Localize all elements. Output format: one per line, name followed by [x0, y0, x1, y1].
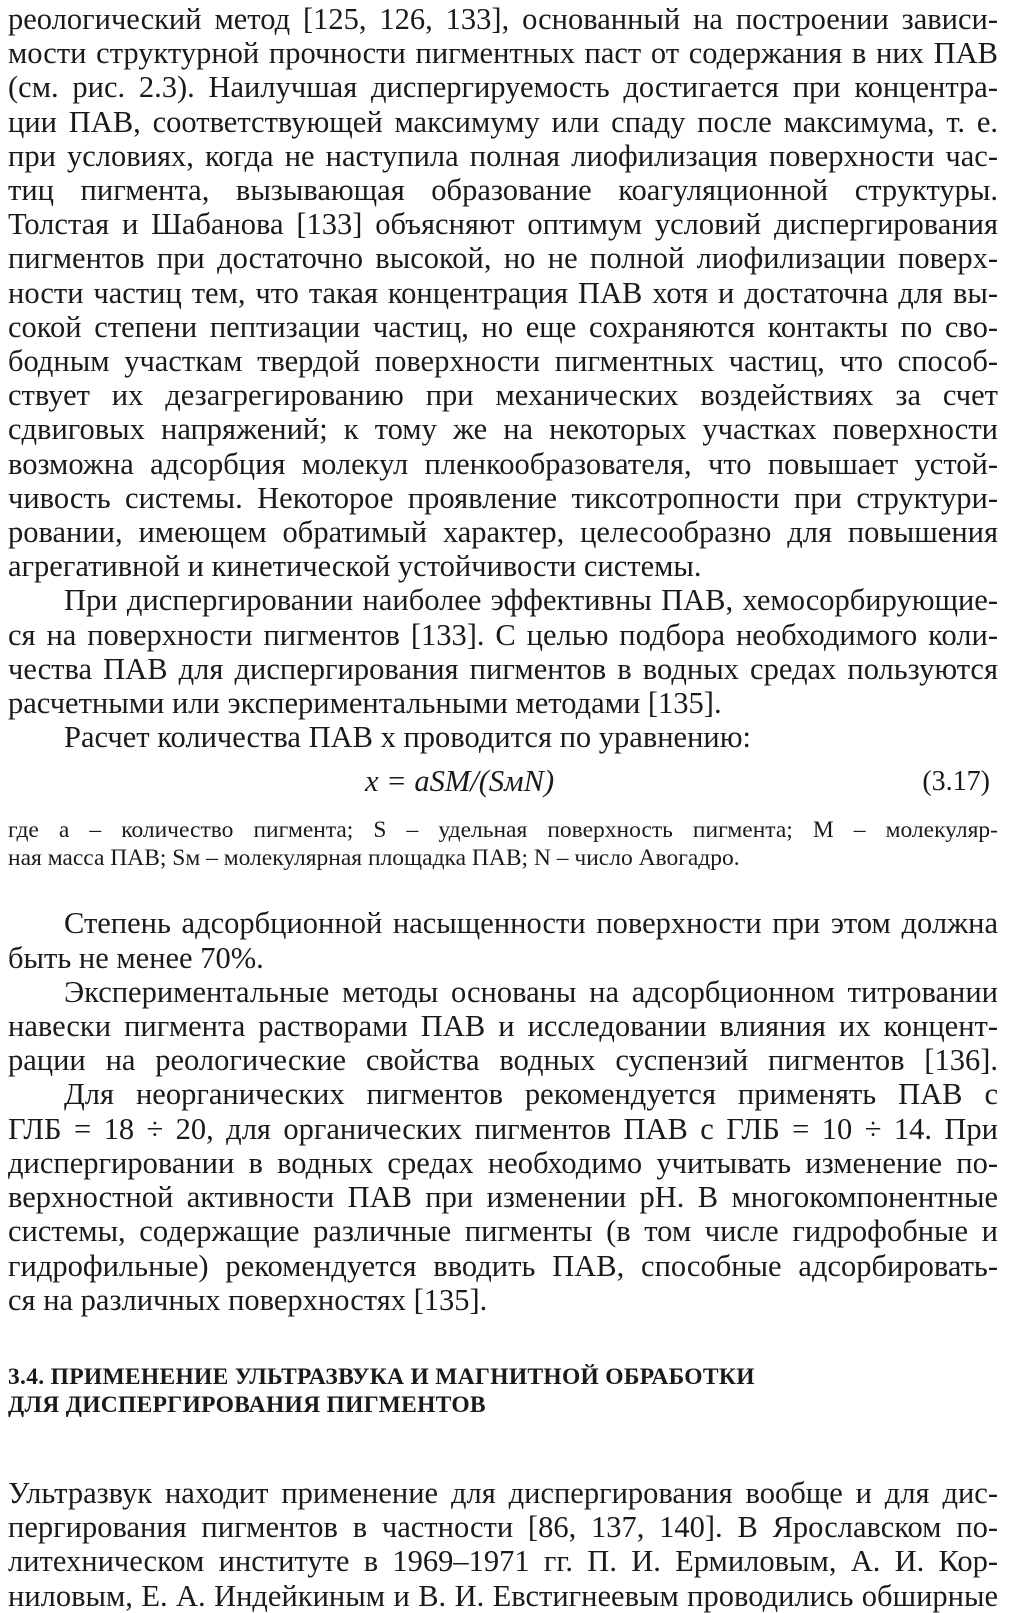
- equation-notes: [8, 816, 998, 872]
- text-line: сдвиговых напряжений; к тому же на некоторых участках поверхности: [8, 412, 998, 447]
- text-line: пергирования пигментов в частности [86, 137, 140]. В Ярославском по-: [8, 1510, 998, 1545]
- text-line: сокой степени пептизации частиц, но еще сохраняются контакты по сво-: [8, 309, 998, 344]
- text-line: бодным участкам твердой поверхности пигментных частиц, что способ-: [8, 344, 998, 379]
- paragraph-1: [8, 2, 998, 583]
- text-line: ся на поверхности пигментов [133]. С целью подбора необходимого коли-: [8, 617, 998, 652]
- text-line: гидрофильные) рекомендуется вводить ПАВ, способные адсорбировать-: [8, 1248, 998, 1283]
- paragraph-5: [8, 975, 998, 1078]
- heading-line: 3.4. ПРИМЕНЕНИЕ УЛЬТРАЗВУКА И МАГНИТНОЙ ОБРАБОТКИ: [8, 1363, 755, 1390]
- text-line: Толстая и Шабанова [133] объясняют оптимум условий диспергирования: [8, 207, 998, 242]
- paragraph-6: [8, 1077, 998, 1316]
- text-line: ции ПАВ, соответствующей максимуму или спаду после максимума, т. е.: [8, 104, 998, 139]
- text-line: ниловым, Е. А. Индейкиным и В. И. Евстигнеевым проводились обширные: [8, 1578, 998, 1613]
- text-line: чества ПАВ для диспергирования пигментов в водных средах пользуются: [8, 651, 998, 686]
- text-line: агрегативной и кинетической устойчивости системы.: [8, 549, 702, 584]
- text-line: ности частиц тем, что такая концентрация ПАВ хотя и достаточна для вы-: [8, 275, 998, 310]
- text-line: реологический метод [125, 126, 133], основанный на построении зависи-: [8, 2, 998, 36]
- text-line: ся на различных поверхностях [135].: [8, 1282, 488, 1317]
- equation-block: [8, 764, 998, 810]
- document-page: [8, 2, 998, 1613]
- text-line: При диспергировании наиболее эффективны ПАВ, хемосорбирующие-: [64, 583, 998, 618]
- text-line: Ультразвук находит применение для диспергирования вообще и для дис-: [8, 1475, 998, 1510]
- text-line: рации на реологические свойства водных суспензий пигментов [136].: [8, 1043, 998, 1078]
- text-line: тиц пигмента, вызывающая образование коагуляционной структуры.: [8, 173, 998, 208]
- text-line: быть не менее 70%.: [8, 940, 264, 975]
- text-line: возможна адсорбция молекул пленкообразователя, что повышает устой-: [8, 446, 998, 481]
- text-line: ровании, имеющем обратимый характер, целесообразно для повышения: [8, 515, 998, 550]
- paragraph-7: [8, 1476, 998, 1613]
- equation: x = aSM/(SмN): [365, 764, 555, 799]
- text-line: Для неорганических пигментов рекомендуется применять ПАВ с: [64, 1077, 998, 1112]
- text-line: системы, содержащие различные пигменты (в том числе гидрофобные и: [8, 1214, 998, 1249]
- text-line: при условиях, когда не наступила полная лиофилизация поверхности час-: [8, 138, 998, 173]
- text-line: мости структурной прочности пигментных паст от содержания в них ПАВ: [8, 36, 998, 71]
- text-line: верхностной активности ПАВ при изменении рН. В многокомпонентные: [8, 1180, 998, 1215]
- text-line: Степень адсорбционной насыщенности поверхности при этом должна: [64, 906, 998, 941]
- text-line: (см. рис. 2.3). Наилучшая диспергируемость достигается при концентра-: [8, 70, 998, 105]
- note-line: ная масса ПАВ; Sм – молекулярная площадка ПАВ; N – число Авогадро.: [8, 845, 740, 872]
- text-line: навески пигмента растворами ПАВ и исследовании влияния их концент-: [8, 1009, 998, 1044]
- text-line: ствует их дезагрегированию при механических воздействиях за счет: [8, 378, 998, 413]
- section-heading: [8, 1363, 998, 1420]
- paragraph-3: [8, 720, 998, 754]
- text-line: Расчет количества ПАВ x проводится по уравнению:: [64, 720, 751, 755]
- text-line: ГЛБ = 18 ÷ 20, для органических пигментов ПАВ с ГЛБ = 10 ÷ 14. При: [8, 1111, 998, 1146]
- paragraph-2: [8, 583, 998, 720]
- equation-number: (3.17): [922, 766, 990, 798]
- text-line: литехническом институте в 1969–1971 гг. П. И. Ермиловым, А. И. Кор-: [8, 1544, 998, 1579]
- note-line: где a – количество пигмента; S – удельная поверхность пигмента; M – молекуляр-: [8, 817, 998, 844]
- text-line: Экспериментальные методы основаны на адсорбционном титровании: [64, 974, 998, 1009]
- text-line: чивость системы. Некоторое проявление тиксотропности при структури-: [8, 480, 998, 515]
- text-line: диспергировании в водных средах необходимо учитывать изменение по-: [8, 1145, 998, 1180]
- paragraph-4: [8, 906, 998, 974]
- heading-line: ДЛЯ ДИСПЕРГИРОВАНИЯ ПИГМЕНТОВ: [8, 1392, 486, 1419]
- text-line: пигментов при достаточно высокой, но не полной лиофилизации поверх-: [8, 241, 998, 276]
- text-line: расчетными или экспериментальными методами [135].: [8, 686, 722, 721]
